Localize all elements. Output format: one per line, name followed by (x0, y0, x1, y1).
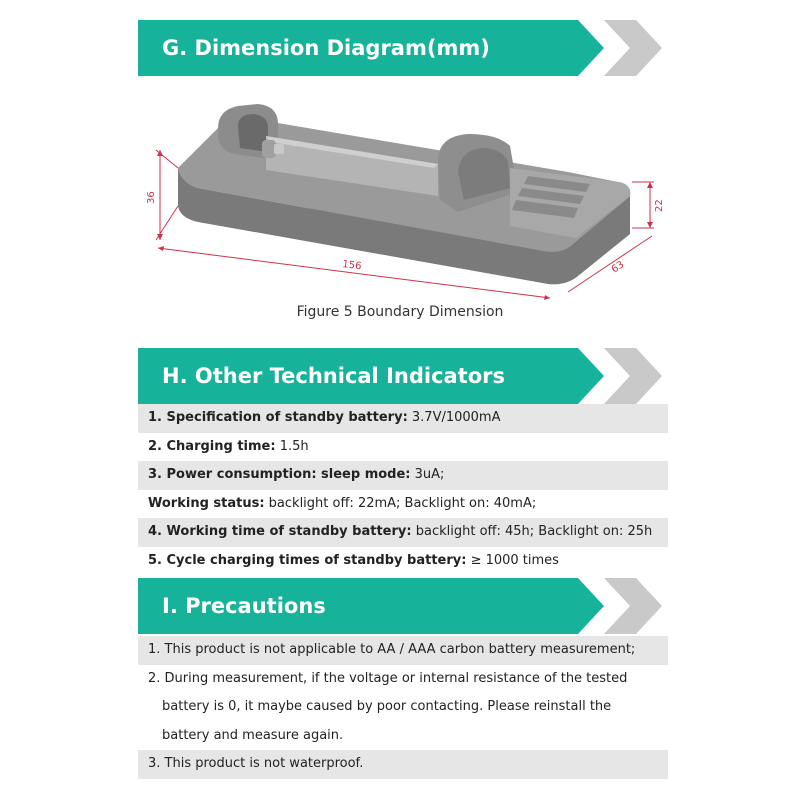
list-item (138, 547, 668, 576)
section-i-banner (138, 578, 668, 634)
list-item (138, 404, 668, 433)
indicator-label: 2. Charging time: (148, 438, 276, 454)
indicator-value: ≥ 1000 times (466, 552, 559, 568)
list-item (138, 461, 668, 490)
indicator-value: 3uA; (410, 467, 445, 482)
chevron-icon (636, 578, 662, 634)
list-item: 3. This product is not waterproof. (138, 750, 668, 779)
section-h-title: H. Other Technical Indicators (162, 364, 506, 388)
technical-indicators-list (138, 404, 668, 575)
section-i-title: I. Precautions (162, 594, 326, 618)
indicator-value: backlight off: 22mA; Backlight on: 40mA; (264, 495, 537, 511)
list-item: battery is 0, it maybe caused by poor contacting. Please reinstall the (162, 699, 612, 714)
list-item: battery and measure again. (162, 727, 344, 743)
dim-label-width: 63 (609, 259, 627, 276)
indicator-label: Working status: (148, 495, 265, 511)
list-item (138, 433, 668, 462)
charger-device-image (178, 104, 630, 284)
indicator-value: backlight off: 45h; Backlight on: 25h (411, 524, 653, 539)
indicator-label: 3. Power consumption: sleep mode: (148, 467, 411, 482)
list-item: 1. This product is not applicable to AA / AAA carbon battery measurement; (138, 636, 668, 665)
list-item: 2. During measurement, if the voltage or internal resistance of the tested (148, 670, 628, 686)
dim-label-height: 36 (146, 191, 157, 204)
indicator-label: 4. Working time of standby battery: (148, 524, 412, 539)
indicator-value: 3.7V/1000mA (407, 410, 501, 425)
indicator-label: 1. Specification of standby battery: (148, 410, 408, 425)
dimension-diagram (138, 88, 668, 310)
list-item (138, 490, 668, 519)
dim-label-right-height: 22 (654, 199, 665, 212)
section-g-banner (138, 20, 668, 76)
dim-label-length: 156 (341, 259, 362, 273)
section-g-title: G. Dimension Diagram(mm) (162, 36, 490, 60)
chevron-icon (636, 20, 662, 76)
indicator-value: 1.5h (275, 438, 309, 454)
chevron-icon (636, 348, 662, 404)
section-h-banner (138, 348, 668, 404)
precautions-list (138, 636, 668, 779)
list-item (138, 518, 668, 547)
indicator-label: 5. Cycle charging times of standby battery: (148, 552, 467, 568)
figure-caption: Figure 5 Boundary Dimension (296, 304, 504, 320)
